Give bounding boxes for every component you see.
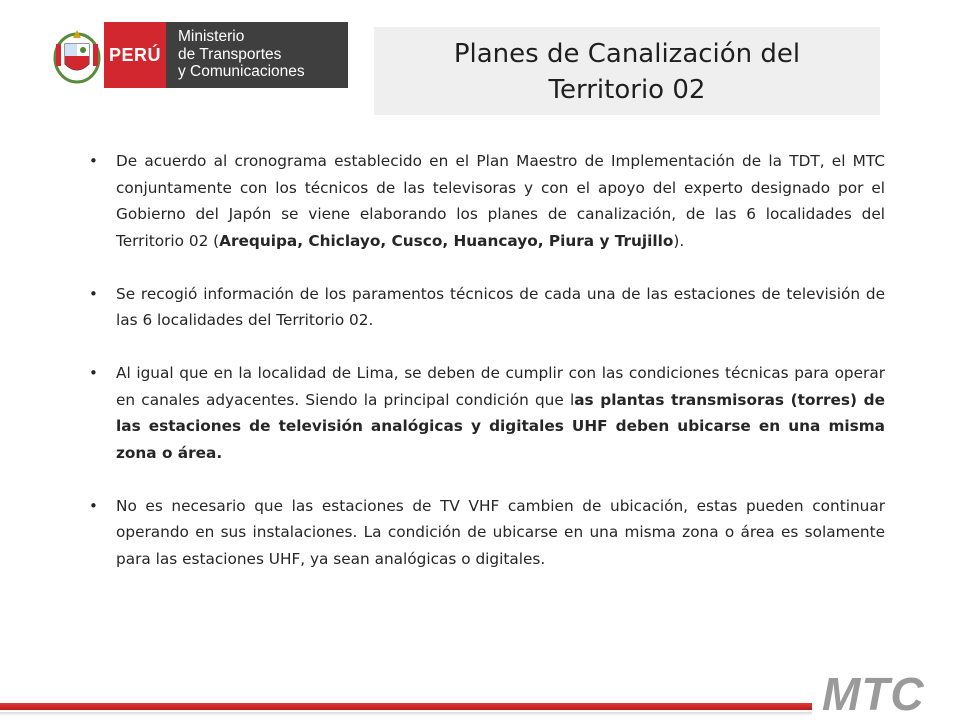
bullet-3-bold: as plantas transmisoras (torres) de las estaciones de televisión analógicas y digitales UHF deben ubicarse en una misma zona o área.	[116, 390, 885, 462]
logo-ministry-text	[166, 22, 348, 88]
bullet-1-bold: Arequipa, Chiclayo, Cusco, Huancayo, Piura y Trujillo	[219, 231, 674, 250]
bullet-3-text-a: Al igual que en la localidad de Lima, se deben de cumplir con las condiciones técnicas para operar en canales adyacentes. Siendo la principal condición que l	[116, 364, 885, 409]
bullet-1-text-b: ).	[673, 231, 685, 250]
logo-line-1: Ministerio	[178, 28, 245, 45]
bullet-4-text: No es necesario que las estaciones de TV VHF cambien de ubicación, estas pueden continuar operando en sus instalaciones. La condición de ubicarse en una misma zona o área es solamente para las estaciones UHF, ya sean analógicas o digitales.	[116, 496, 885, 568]
bullet-item-3	[89, 360, 885, 466]
bullet-1-text-a: De acuerdo al cronograma establecido en el Plan Maestro de Implementación de la TDT, el MTC conjuntamente con los técnicos de las televisoras y con el apoyo del experto designado por el Gobierno del Japón se viene elaborando los planes de canalización, de las 6 localidades del Territorio 02 (	[116, 152, 885, 250]
bullet-item-2	[89, 281, 885, 334]
ministry-logo	[104, 22, 348, 88]
peru-coat-of-arms-icon	[50, 24, 104, 88]
footer-red-bar	[0, 703, 812, 710]
logo-line-2: de Transportes	[178, 45, 282, 63]
logo-line-3: y Comunicaciones	[178, 63, 305, 80]
bullet-item-1	[89, 148, 885, 254]
bullet-item-4	[89, 493, 885, 573]
title-line-1: Planes de Canalización del	[453, 39, 801, 69]
slide-title	[374, 27, 880, 115]
bullet-list	[89, 148, 885, 599]
logo-peru-label: PERÚ	[104, 22, 166, 88]
mtc-footer-logo: MTC	[822, 668, 925, 720]
title-line-2: Territorio 02	[548, 75, 706, 105]
bullet-2-text: Se recogió información de los paramentos técnicos de cada una de las estaciones de televisión de las 6 localidades del Territorio 02.	[116, 284, 885, 329]
